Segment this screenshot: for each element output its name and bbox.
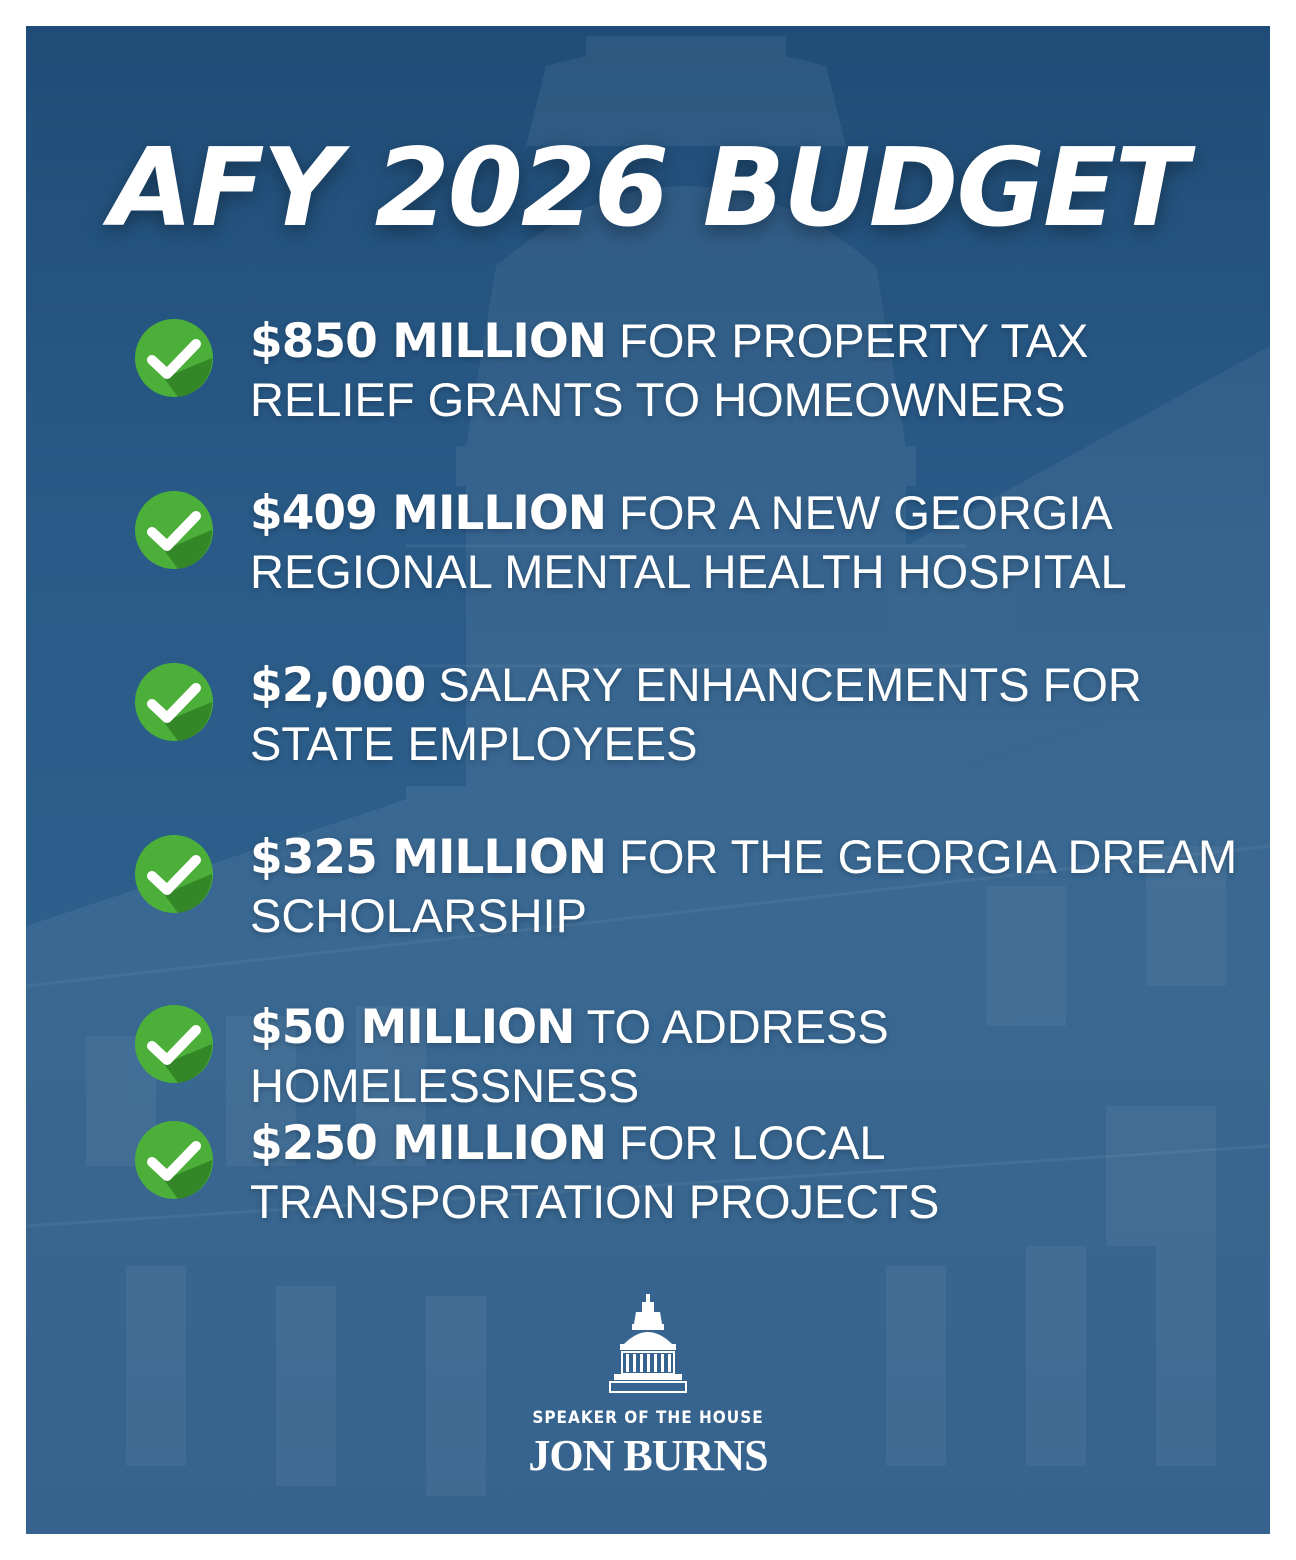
item-description-line2: SCHOLARSHIP — [250, 889, 587, 942]
check-icon — [134, 318, 214, 398]
item-amount: $325 MILLION — [250, 830, 607, 885]
check-icon — [134, 662, 214, 742]
item-description-line2: RELIEF GRANTS TO HOMEOWNERS — [250, 373, 1066, 426]
item-description-line2: REGIONAL MENTAL HEALTH HOSPITAL — [250, 545, 1127, 598]
item-text — [250, 656, 1250, 773]
graphic-frame — [26, 26, 1270, 1534]
check-icon — [134, 1004, 214, 1084]
item-description: TO ADDRESS HOMELESSNESS — [250, 1000, 889, 1112]
capitol-dome-icon — [606, 1294, 690, 1394]
item-text — [250, 828, 1250, 945]
logo-name: JON BURNS — [528, 1431, 768, 1480]
check-icon — [134, 490, 214, 570]
item-amount: $850 MILLION — [250, 314, 607, 369]
check-icon — [134, 1120, 214, 1200]
speaker-logo — [498, 1294, 798, 1494]
item-description: SALARY ENHANCEMENTS FOR — [425, 658, 1142, 711]
item-text — [250, 312, 1250, 429]
item-amount: $2,000 — [250, 658, 426, 713]
check-icon — [134, 834, 214, 914]
item-description-line2: STATE EMPLOYEES — [250, 717, 698, 770]
item-text — [250, 1114, 1250, 1231]
item-description: FOR THE GEORGIA DREAM — [606, 830, 1238, 883]
logo-subtitle: SPEAKER OF THE HOUSE — [532, 1408, 764, 1428]
item-description: FOR LOCAL — [606, 1116, 886, 1169]
page-title: AFY 2026 BUDGET — [109, 126, 1187, 251]
item-amount: $409 MILLION — [250, 486, 607, 541]
item-text — [250, 998, 1250, 1115]
item-text — [250, 484, 1250, 601]
item-description: FOR A NEW GEORGIA — [606, 486, 1113, 539]
item-amount: $250 MILLION — [250, 1116, 607, 1171]
item-description-line2: TRANSPORTATION PROJECTS — [250, 1175, 940, 1228]
item-amount: $50 MILLION — [250, 1000, 575, 1055]
item-description: FOR PROPERTY TAX — [606, 314, 1089, 367]
